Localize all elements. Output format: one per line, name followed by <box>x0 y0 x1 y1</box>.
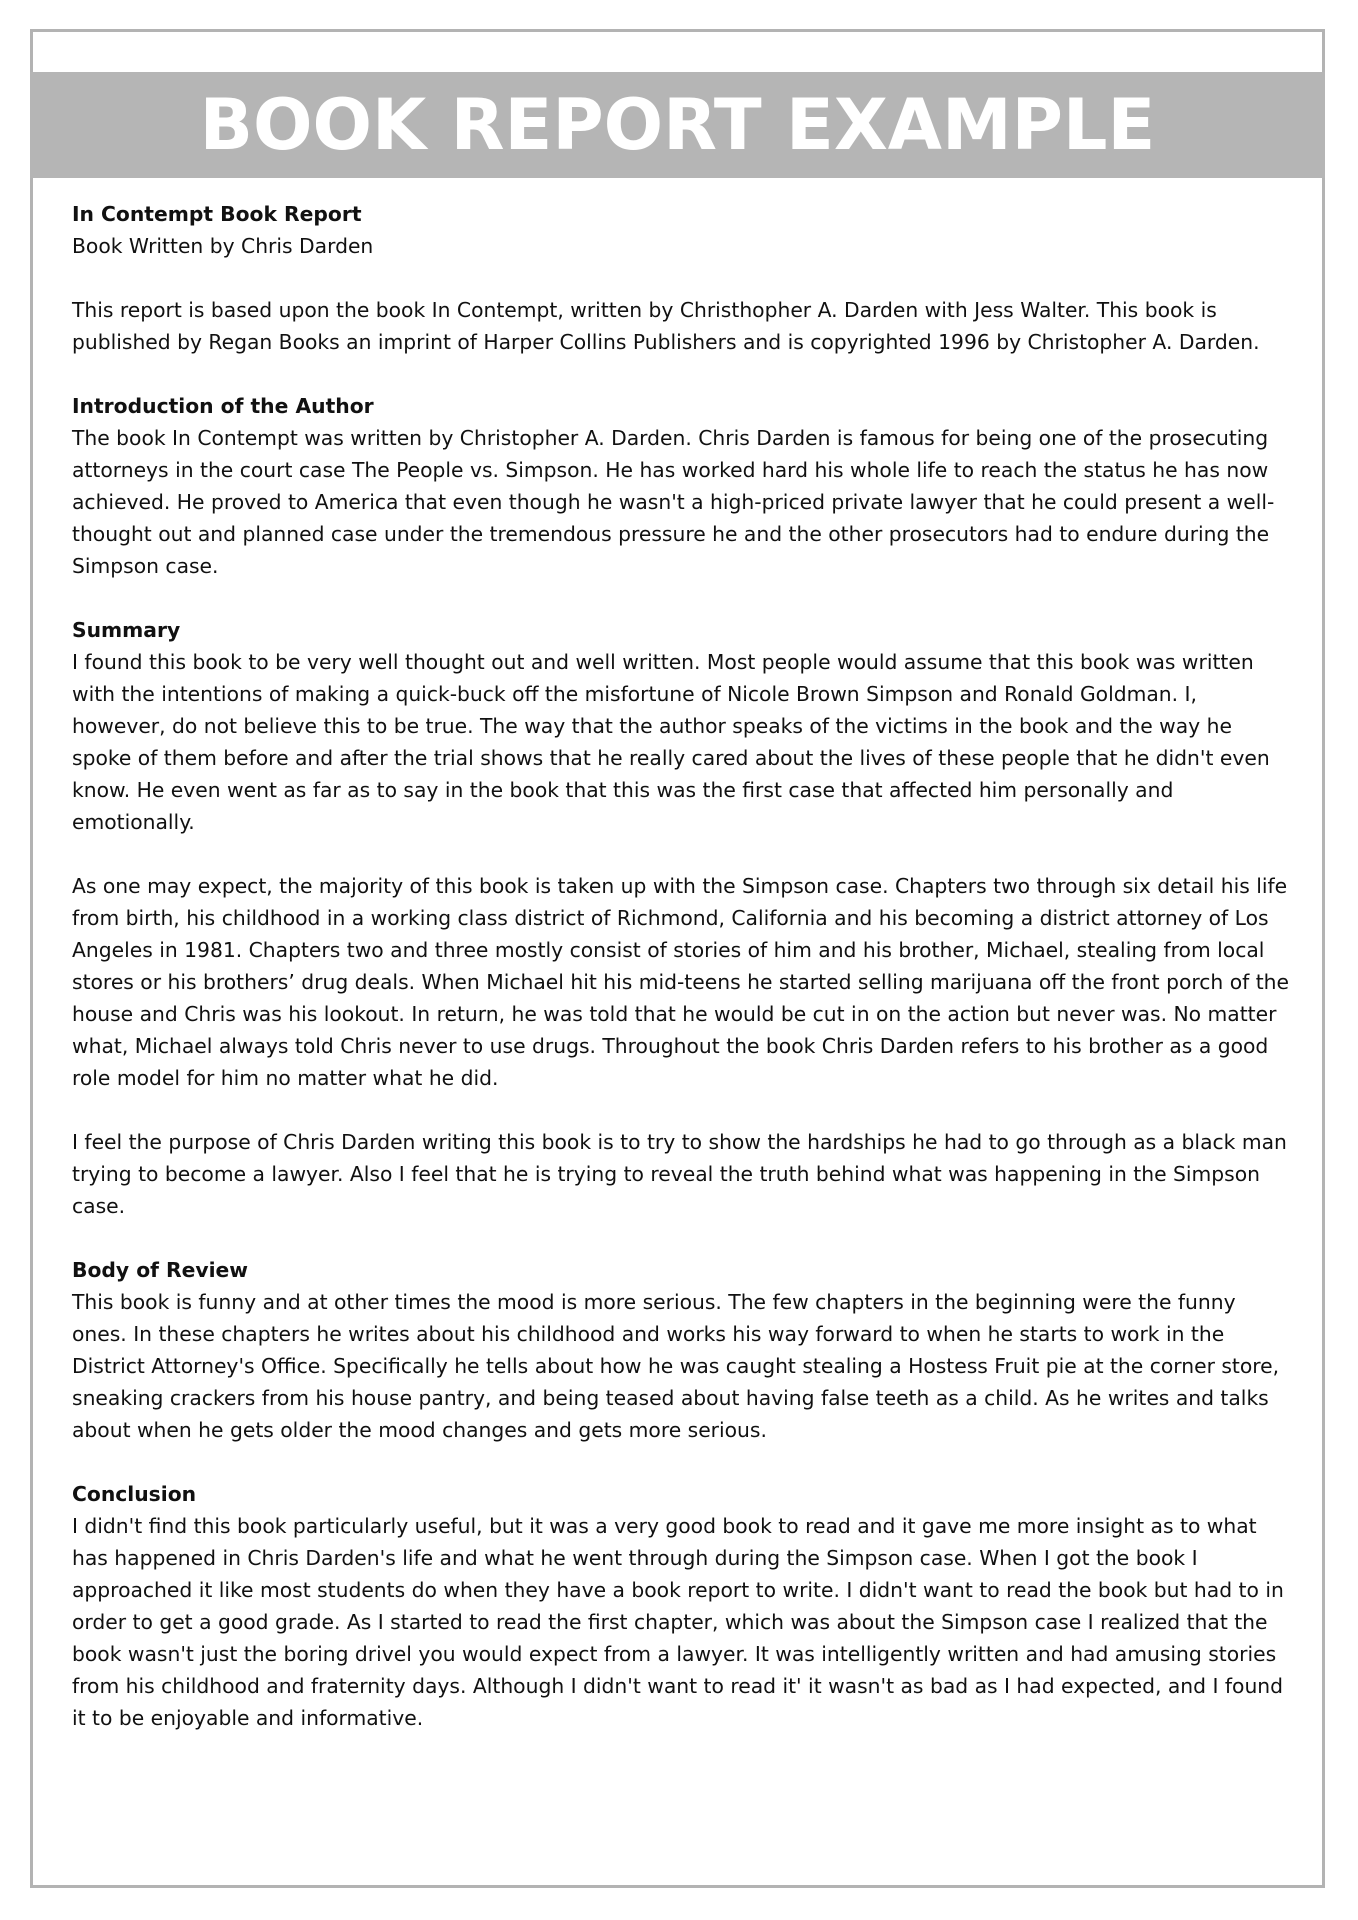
section-summary <box>72 614 1292 838</box>
report-header <box>72 198 1292 262</box>
section-conclusion <box>72 1478 1292 1734</box>
section-paragraph: I didn't find this book particularly useful, but it was a very good book to read and it gave me more insight as to what has happened in Chris Darden's life and what he went through during the Simpson case. When I got the book I approached it like most students do when they have a book report to write. I didn't want to read the book but had to in order to get a good grade. As I started to read the first chapter, which was about the Simpson case I realized that the book wasn't just the boring drivel you would expect from a lawyer. It was intelligently written and had amusing stories from his childhood and fraternity days. Although I didn't want to read it' it wasn't as bad as I had expected, and I found it to be enjoyable and informative. <box>72 1514 1284 1730</box>
section-heading: Introduction of the Author <box>72 394 374 418</box>
page-title: BOOK REPORT EXAMPLE <box>199 84 1156 166</box>
report-body <box>72 198 1292 1766</box>
section-heading: Summary <box>72 618 181 642</box>
section-paragraph: As one may expect, the majority of this book is taken up with the Simpson case. Chapters two through six detail his life from birth, his childhood in a working class district of Richmond, California and his becoming a district attorney of Los Angeles in 1981. Chapters two and three mostly consist of stories of him and his brother, Michael, stealing from local stores or his brothers’ drug deals. When Michael hit his mid-teens he started selling marijuana off the front porch of the house and Chris was his lookout. In return, he was told that he would be cut in on the action but never was. No matter what, Michael always told Chris never to use drugs. Throughout the book Chris Darden refers to his brother as a good role model for him no matter what he did. <box>72 874 1289 1090</box>
report-heading: In Contempt Book Report <box>72 202 362 226</box>
section-paragraph: The book In Contempt was written by Christopher A. Darden. Chris Darden is famous for being one of the prosecuting attorneys in the court case The People vs. Simpson. He has worked hard his whole life to reach the status he has now achieved. He proved to America that even though he wasn't a high-priced private lawyer that he could present a well-thought out and planned case under the tremendous pressure he and the other prosecutors had to endure during the Simpson case. <box>72 426 1275 578</box>
section-introduction-of-the-author <box>72 390 1292 582</box>
title-banner <box>30 72 1325 178</box>
section-heading: Body of Review <box>72 1258 249 1282</box>
report-intro: This report is based upon the book In Contempt, written by Christhopher A. Darden with Jess Walter. This book is published by Regan Books an imprint of Harper Collins Publishers and is copyrighted 1996 by Christopher A. Darden. <box>72 298 1260 354</box>
section-body-of-review <box>72 1254 1292 1446</box>
section-paragraph: This book is funny and at other times the mood is more serious. The few chapters in the beginning were the funny ones. In these chapters he writes about his childhood and works his way forward to when he starts to work in the District Attorney's Office. Specifically he tells about how he was caught stealing a Hostess Fruit pie at the corner store, sneaking crackers from his house pantry, and being teased about having false teeth as a child. As he writes and talks about when he gets older the mood changes and gets more serious. <box>72 1290 1280 1442</box>
report-byline: Book Written by Chris Darden <box>72 234 374 258</box>
section-paragraph: I feel the purpose of Chris Darden writing this book is to try to show the hardships he had to go through as a black man trying to become a lawyer. Also I feel that he is trying to reveal the truth behind what was happening in the Simpson case. <box>72 1130 1287 1218</box>
section-paragraph: I found this book to be very well thought out and well written. Most people would assume that this book was written with the intentions of making a quick-buck off the misfortune of Nicole Brown Simpson and Ronald Goldman. I, however, do not believe this to be true. The way that the author speaks of the victims in the book and the way he spoke of them before and after the trial shows that he really cared about the lives of these people that he didn't even know. He even went as far as to say in the book that this was the first case that affected him personally and emotionally. <box>72 650 1270 834</box>
section-heading: Conclusion <box>72 1482 197 1506</box>
